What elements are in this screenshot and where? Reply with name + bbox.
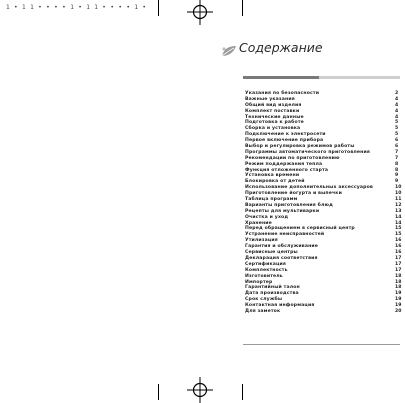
crop-mark-bottom-left <box>158 384 159 400</box>
toc-page-number: 7 <box>395 149 399 155</box>
toc-page-number: 9 <box>395 173 399 179</box>
toc-page-number: 10 <box>395 191 402 197</box>
toc-title: Подготовка к работе <box>245 120 304 126</box>
toc-title: Подключение к электросети <box>245 132 326 138</box>
toc-page-number: 15 <box>395 232 402 238</box>
toc-page-number: 5 <box>395 120 399 126</box>
toc-title: Гарантия и обслуживание <box>245 244 319 250</box>
toc-page-number: 17 <box>395 267 402 273</box>
toc-title: Дата производства <box>245 291 299 297</box>
toc-title: Контактная информация <box>245 303 315 309</box>
toc-page-number: 8 <box>395 161 399 167</box>
toc-title: Комплектность <box>245 267 288 273</box>
section-leaf-icon <box>220 44 238 58</box>
page-title: Содержание <box>239 40 323 55</box>
toc-page-number: 20 <box>395 308 402 314</box>
toc-title: Функция отложенного старта <box>245 167 329 173</box>
toc-page-number: 16 <box>395 238 402 244</box>
toc-title: Рецепты для мультиварки <box>245 208 320 214</box>
registration-crosshair-icon <box>187 377 213 403</box>
toc-page-number: 17 <box>395 255 402 261</box>
toc-title: Рекомендации по приготовлению <box>245 155 340 161</box>
toc-title: Сборка и установка <box>245 126 301 132</box>
toc-page-number: 5 <box>395 132 399 138</box>
toc-page-number: 4 <box>395 102 399 108</box>
toc-title: Сервисные центры <box>245 250 298 256</box>
toc-page-number: 18 <box>395 273 402 279</box>
toc-page-number: 11 <box>395 197 402 203</box>
toc-title: Для заметок <box>245 308 281 314</box>
registration-crosshair-icon <box>187 0 213 25</box>
toc-title: Очистка и уход <box>245 214 289 220</box>
toc-page-number: 13 <box>395 208 402 214</box>
toc-page-number: 8 <box>395 167 399 173</box>
toc-title: Изготовитель <box>245 273 283 279</box>
toc-title: Перед обращением в сервисный центр <box>245 226 355 232</box>
toc-title: Общий вид изделия <box>245 102 302 108</box>
toc-title: Использование дополнительных аксессуаров <box>245 185 373 191</box>
toc-title: Устранение неисправностей <box>245 232 325 238</box>
toc-title: Блокировка от детей <box>245 179 305 185</box>
toc-page-number: 4 <box>395 96 399 102</box>
toc-page-number: 7 <box>395 155 399 161</box>
toc-page-number: 5 <box>395 126 399 132</box>
crop-mark-top-left <box>158 0 159 16</box>
toc-page-number: 6 <box>395 138 399 144</box>
toc-title: Хранение <box>245 220 272 226</box>
toc-page-number: 4 <box>395 108 399 114</box>
toc-item[interactable] <box>245 309 405 315</box>
toc-page-number: 16 <box>395 244 402 250</box>
toc-title: Импортер <box>245 279 273 285</box>
toc-title: Сертификация <box>245 261 287 267</box>
toc-page-number: 6 <box>395 144 399 150</box>
toc-title: Приготовление йогурта и выпечки <box>245 191 342 197</box>
toc-title: Таблица программ <box>245 197 298 203</box>
toc-page-number: 16 <box>395 250 402 256</box>
toc-title: Указания по безопасности <box>245 91 320 96</box>
toc-page-number: 18 <box>395 279 402 285</box>
toc-page-number: 18 <box>395 285 402 291</box>
toc-page-number: 19 <box>395 297 402 303</box>
toc-title: Режим поддержания тепла <box>245 161 323 167</box>
toc-title: Выбор и регулировка режимов работы <box>245 144 355 150</box>
toc-title: Комплект поставки <box>245 108 300 114</box>
toc-title: Первое включение прибора <box>245 138 324 144</box>
toc-title: Технические данные <box>245 114 304 120</box>
toc-title: Установка времени <box>245 173 300 179</box>
toc-page-number: 12 <box>395 202 402 208</box>
crop-mark-bottom-right <box>242 384 243 400</box>
toc-page-number: 14 <box>395 214 402 220</box>
toc-title: Срок службы <box>245 297 283 303</box>
toc-page-number: 9 <box>395 179 399 185</box>
toc-title: Важные указания <box>245 96 295 102</box>
toc-page-number: 2 <box>395 91 399 96</box>
toc-title: Гарантийный талон <box>245 285 300 291</box>
print-slug: 1 • 1 1 • • • • 1 • 1 1 • • • • 1 • <box>6 4 147 11</box>
toc-title: Утилизация <box>245 238 278 244</box>
toc-page-number: 19 <box>395 303 402 309</box>
toc-page-number: 15 <box>395 226 402 232</box>
crop-mark-top-right <box>242 0 243 16</box>
toc-page-number: 4 <box>395 114 399 120</box>
toc-list <box>245 91 405 315</box>
toc-page-number: 10 <box>395 185 402 191</box>
toc-title: Программы автоматического приготовления <box>245 149 370 155</box>
toc-title: Варианты приготовления блюд <box>245 202 333 208</box>
toc-page-number: 14 <box>395 220 402 226</box>
header-rule-accent <box>243 76 319 79</box>
toc-title: Декларация соответствия <box>245 255 318 261</box>
toc-page-number: 19 <box>395 291 402 297</box>
toc-page-number: 17 <box>395 261 402 267</box>
footer-rule <box>243 344 400 345</box>
